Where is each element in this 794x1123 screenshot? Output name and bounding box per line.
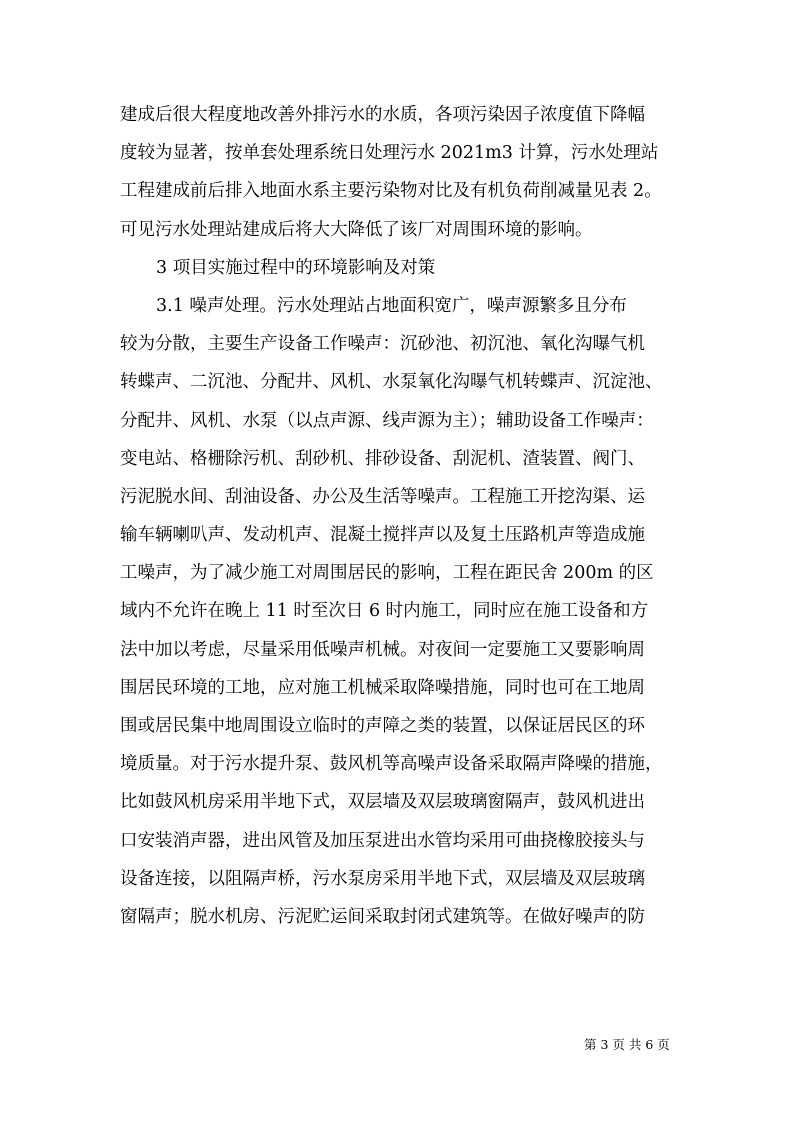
paragraph-line: 建成后很大程度地改善外排污水的水质，各项污染因子浓度值下降幅: [120, 105, 645, 125]
paragraph-line: 工程建成前后排入地面水系主要污染物对比及有机负荷削减量见表 2。: [120, 181, 662, 202]
paragraph-line: 境质量。对于污水提升泵、鼓风机等高噪声设备采取隔声降噪的措施，: [120, 754, 663, 775]
section-heading: 3 项目实施过程中的环境影响及对策: [156, 257, 436, 278]
paragraph-line: 输车辆喇叭声、发动机声、混凝土搅拌声以及复土压路机声等造成施: [120, 525, 645, 546]
paragraph-line: 可见污水处理站建成后将大大降低了该厂对周围环境的影响。: [120, 219, 593, 240]
paragraph-line: 污泥脱水间、刮油设备、办公及生活等噪声。工程施工开挖沟渠、运: [120, 486, 645, 507]
paragraph-line: 围或居民集中地周围设立临时的声障之类的装置，以保证居民区的环: [120, 716, 645, 736]
paragraph-line: 变电站、格栅除污机、刮砂机、排砂设备、刮泥机、渣装置、阀门、: [120, 448, 645, 469]
paragraph-line: 法中加以考虑，尽量采用低噪声机械。对夜间一定要施工又要影响周: [120, 639, 645, 660]
paragraph-line: 设备连接，以阻隔声桥，污水泵房采用半地下式，双层墙及双层玻璃: [120, 868, 645, 889]
paragraph-line: 口安装消声器，进出风管及加压泵进出水管均采用可曲挠橡胶接头与: [120, 830, 645, 851]
body-text: [120, 96, 680, 936]
paragraph-line: 比如鼓风机房采用半地下式，双层墙及双层玻璃窗隔声，鼓风机进出: [120, 792, 645, 813]
paragraph-line: 工噪声，为了减少施工对周围居民的影响，工程在距民舍 200m 的区: [120, 563, 654, 584]
paragraph-line: 较为分散，主要生产设备工作噪声：沉砂池、初沉池、氧化沟曝气机: [120, 334, 645, 355]
paragraph-line: 3.1 噪声处理。污水处理站占地面积宽广，噪声源繁多且分布: [156, 295, 627, 316]
paragraph-line: 分配井、风机、水泵（以点声源、线声源为主）；辅助设备工作噪声：: [120, 410, 654, 431]
page-number-footer: 第 3 页 共 6 页: [584, 1037, 670, 1052]
paragraph-line: 窗隔声；脱水机房、污泥贮运间采取封闭式建筑等。在做好噪声的防: [120, 906, 645, 927]
paragraph-line: 围居民环境的工地，应对施工机械采取降噪措施，同时也可在工地周: [120, 677, 645, 698]
paragraph-line: 域内不允许在晚上 11 时至次日 6 时内施工，同时应在施工设备和方: [120, 601, 649, 622]
paragraph-line: 度较为显著，按单套处理系统日处理污水 2021m3 计算，污水处理站: [120, 143, 659, 164]
paragraph-line: 转蝶声、二沉池、分配井、风机、水泵氧化沟曝气机转蝶声、沉淀池、: [120, 372, 663, 393]
